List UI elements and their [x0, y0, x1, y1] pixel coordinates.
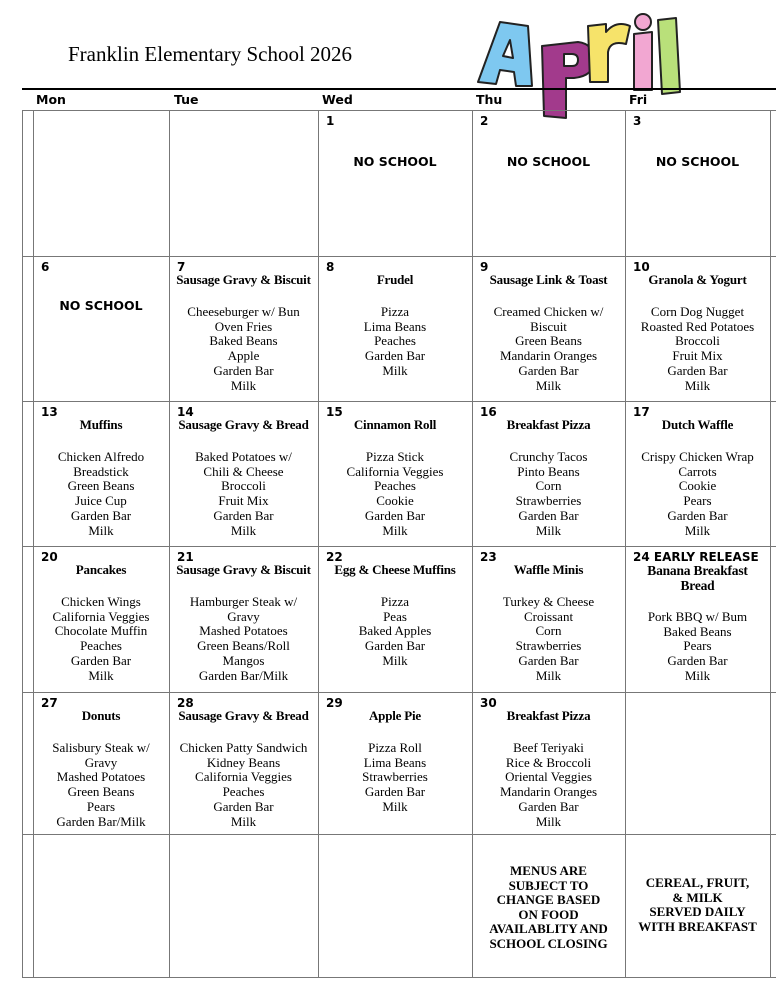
menu-item: Mashed Potatoes — [56, 769, 146, 785]
day-number: 10 — [633, 260, 650, 274]
grid-line — [770, 110, 771, 978]
menu-item: Mashed Potatoes — [199, 623, 288, 639]
calendar-day-cell — [472, 401, 625, 546]
menu-item: Milk — [684, 667, 711, 683]
calendar-day-cell — [33, 834, 169, 977]
menu-item: Corn — [535, 623, 562, 639]
day-header-thu: Thu — [476, 92, 503, 107]
menu-item: Pizza — [380, 594, 410, 609]
menu-item: Creamed Chicken w/ — [493, 304, 604, 319]
menu-item: Milk — [230, 522, 257, 538]
menu-item: Lima Beans — [363, 754, 427, 770]
day-number: 28 — [177, 696, 194, 710]
day-number: 16 — [480, 405, 497, 419]
day-header-wed: Wed — [322, 92, 353, 107]
menu-item: Garden Bar — [518, 798, 579, 814]
no-school-note: NO SCHOOL — [353, 154, 437, 169]
footnote-line: SUBJECT TO — [508, 877, 589, 893]
calendar-day-cell — [33, 546, 169, 692]
calendar-day-cell — [472, 546, 625, 692]
menu-item: Milk — [382, 798, 408, 814]
lunch-menu — [318, 741, 472, 815]
menu-item: Garden Bar — [364, 348, 426, 364]
menu-item: Baked Apples — [358, 623, 432, 639]
breakfast-item: Muffins — [79, 417, 123, 432]
menu-item: Strawberries — [362, 769, 428, 785]
calendar-day-cell — [33, 110, 169, 256]
calendar-day-cell — [625, 401, 770, 546]
day-number: 20 — [41, 550, 58, 564]
menu-item: Corn — [535, 478, 562, 494]
lunch-menu — [318, 595, 472, 669]
menu-item: Fruit Mix — [672, 348, 723, 364]
breakfast-item: Dutch Waffle — [661, 417, 734, 432]
calendar-day-cell — [318, 546, 472, 692]
menu-item: Peaches — [80, 638, 122, 654]
day-number: 24 EARLY RELEASE — [633, 550, 759, 564]
calendar-day-cell — [472, 256, 625, 401]
breakfast-item: Granola & Yogurt — [648, 272, 747, 287]
menu-item: Baked Potatoes w/ — [195, 449, 292, 464]
calendar-day-cell — [472, 110, 625, 256]
logo-letter-l — [658, 18, 680, 94]
menu-item: Garden Bar — [518, 507, 579, 523]
logo-letter-r — [588, 24, 630, 82]
menu-item: Green Beans/Roll — [197, 638, 290, 654]
day-number: 29 — [326, 696, 343, 710]
calendar-day-cell — [33, 256, 169, 401]
menu-item: Biscuit — [530, 318, 567, 334]
lunch-menu — [169, 595, 318, 683]
breakfast-item: Breakfast Pizza — [506, 417, 591, 432]
menu-item: Milk — [535, 522, 562, 538]
menu-item: Chicken Wings — [61, 594, 141, 609]
breakfast-item: Sausage Gravy & Bread — [178, 708, 309, 723]
grid-line — [22, 110, 23, 978]
lunch-menu — [33, 595, 169, 683]
calendar-day-cell — [169, 834, 318, 977]
menu-item: Garden Bar/Milk — [198, 667, 289, 683]
logo-letter-a — [478, 22, 532, 86]
calendar-title: Franklin Elementary School 2026 — [68, 42, 353, 66]
menu-item: Green Beans — [67, 478, 135, 494]
calendar-day-cell — [33, 692, 169, 834]
calendar-day-cell — [169, 546, 318, 692]
calendar-day-cell — [472, 692, 625, 834]
logo-letter-i — [634, 32, 652, 90]
day-number: 27 — [41, 696, 58, 710]
footnote-line: ON FOOD — [518, 906, 579, 922]
menu-item: Milk — [382, 652, 408, 668]
menu-item: Roasted Red Potatoes — [640, 318, 755, 334]
lunch-menu — [33, 450, 169, 538]
footnote-text — [472, 864, 625, 951]
menu-item: Baked Beans — [663, 623, 732, 639]
lunch-menu — [625, 305, 770, 393]
menu-item: Crispy Chicken Wrap — [641, 449, 754, 464]
menu-item: Chili & Cheese — [203, 463, 284, 479]
no-school-note: NO SCHOOL — [506, 154, 591, 169]
lunch-menu — [318, 305, 472, 379]
calendar-day-cell — [625, 692, 770, 834]
day-number: 21 — [177, 550, 194, 564]
menu-item: Garden Bar — [213, 507, 274, 523]
no-school-note: NO SCHOOL — [59, 298, 143, 313]
menu-item: Pizza Roll — [368, 740, 422, 755]
lunch-menu — [169, 305, 318, 393]
april-logo — [470, 12, 690, 120]
menu-item: Garden Bar — [667, 653, 728, 669]
menu-item: Garden Bar — [667, 362, 728, 378]
menu-item: Milk — [382, 362, 408, 378]
menu-item: Garden Bar — [70, 507, 132, 523]
footnote-line: SCHOOL CLOSING — [489, 935, 608, 951]
menu-item: Mangos — [222, 652, 265, 668]
menu-item: Garden Bar — [518, 362, 579, 378]
breakfast-item: Waffle Minis — [513, 562, 584, 577]
menu-item: Strawberries — [515, 493, 582, 509]
menu-item: Garden Bar — [213, 362, 274, 378]
menu-item: Milk — [535, 377, 562, 393]
menu-item: Milk — [382, 522, 408, 538]
menu-item: Oriental Veggies — [505, 769, 592, 785]
menu-item: Garden Bar — [667, 507, 728, 523]
breakfast-item: Pancakes — [75, 562, 127, 577]
lunch-menu — [625, 450, 770, 538]
menu-item: Milk — [535, 667, 562, 683]
lunch-menu — [318, 450, 472, 538]
breakfast-item: Banana Breakfast Bread — [647, 563, 748, 593]
menu-item: Gravy — [227, 608, 260, 624]
footnote-line: SERVED DAILY — [649, 904, 746, 919]
breakfast-item: Sausage Gravy & Biscuit — [176, 562, 311, 577]
menu-item: Milk — [88, 522, 114, 538]
day-number: 7 — [177, 260, 186, 274]
menu-item: Broccoli — [675, 333, 720, 349]
breakfast-item: Apple Pie — [368, 708, 421, 723]
menu-item: Pork BBQ w/ Bum — [647, 609, 748, 624]
menu-item: Lima Beans — [363, 318, 427, 334]
menu-item: Chocolate Muffin — [54, 623, 148, 639]
menu-item: Pizza Stick — [365, 449, 425, 464]
day-number: 9 — [480, 260, 489, 274]
day-header-mon: Mon — [36, 92, 66, 107]
menu-item: Corn Dog Nugget — [650, 304, 745, 319]
menu-item: Milk — [230, 813, 257, 829]
day-number: 30 — [480, 696, 497, 710]
day-number: 13 — [41, 405, 58, 419]
menu-item: Milk — [535, 813, 562, 829]
menu-item: Crunchy Tacos — [509, 449, 588, 464]
menu-item: Garden Bar — [364, 507, 426, 523]
menu-item: Garden Bar — [70, 652, 132, 668]
header-rule — [22, 88, 776, 90]
calendar-day-cell — [625, 834, 770, 977]
breakfast-item: Sausage Gravy & Bread — [178, 417, 309, 432]
menu-item: Salisbury Steak w/ — [52, 740, 150, 755]
menu-item: Milk — [230, 377, 257, 393]
menu-item: California Veggies — [195, 769, 292, 785]
menu-item: Cookie — [376, 493, 414, 509]
menu-item: Mandarin Oranges — [499, 348, 598, 364]
breakfast-item: Egg & Cheese Muffins — [334, 562, 456, 577]
lunch-menu — [472, 305, 625, 393]
menu-item: California Veggies — [52, 608, 150, 624]
footnote-line: CEREAL, FRUIT, — [645, 875, 750, 890]
calendar-day-cell — [318, 401, 472, 546]
menu-item: Apple — [227, 348, 260, 364]
menu-item: Strawberries — [515, 638, 582, 654]
day-number: 17 — [633, 405, 650, 419]
breakfast-item: Breakfast Pizza — [506, 708, 591, 723]
menu-item: Breadstick — [73, 463, 129, 479]
menu-item: Chicken Patty Sandwich — [179, 740, 308, 755]
logo-letter-p — [542, 42, 594, 118]
menu-item: Garden Bar — [213, 798, 274, 814]
menu-item: Cookie — [678, 478, 717, 494]
menu-item: Peas — [383, 608, 407, 624]
menu-item: Carrots — [678, 463, 717, 479]
no-school-note: NO SCHOOL — [655, 154, 740, 169]
lunch-menu — [625, 610, 770, 684]
calendar-day-cell — [33, 401, 169, 546]
menu-item: Gravy — [84, 754, 118, 770]
calendar-day-cell — [318, 692, 472, 834]
breakfast-item: Sausage Link & Toast — [489, 272, 608, 287]
lunch-menu — [472, 595, 625, 683]
menu-item: Pears — [683, 638, 712, 654]
day-number: 1 — [326, 114, 335, 128]
day-number: 3 — [633, 114, 642, 128]
menu-item: Green Beans — [67, 784, 135, 800]
day-number: 23 — [480, 550, 497, 564]
day-number: 15 — [326, 405, 343, 419]
menu-item: Turkey & Cheese — [502, 594, 595, 609]
grid-line — [22, 977, 776, 978]
day-number: 22 — [326, 550, 343, 564]
menu-item: Peaches — [374, 478, 416, 494]
menu-item: Oven Fries — [214, 318, 273, 334]
menu-item: Juice Cup — [75, 493, 127, 509]
menu-item: Beef Teriyaki — [513, 740, 584, 755]
day-number: 14 — [177, 405, 194, 419]
calendar-day-cell — [169, 401, 318, 546]
menu-item: Fruit Mix — [218, 493, 269, 509]
menu-item: Cheeseburger w/ Bun — [187, 304, 300, 319]
menu-item: Peaches — [222, 784, 265, 800]
menu-item: Pears — [86, 798, 116, 814]
menu-item: Baked Beans — [209, 333, 278, 349]
menu-item: Hamburger Steak w/ — [189, 594, 298, 609]
calendar-day-cell — [318, 110, 472, 256]
lunch-menu — [472, 450, 625, 538]
menu-item: California Veggies — [346, 463, 444, 479]
footnote-text — [625, 876, 770, 934]
day-header-tue: Tue — [174, 92, 199, 107]
day-number: 8 — [326, 260, 335, 274]
menu-item: Croissant — [523, 608, 574, 624]
menu-item: Milk — [88, 667, 114, 683]
menu-item: Chicken Alfredo — [57, 449, 145, 464]
menu-item: Green Beans — [515, 333, 582, 349]
footnote-line: & MILK — [672, 889, 723, 905]
calendar-day-cell — [169, 692, 318, 834]
day-number: 6 — [41, 260, 50, 274]
footnote-line: MENUS ARE — [510, 863, 587, 878]
breakfast-item: Donuts — [81, 708, 121, 723]
menu-item: Milk — [684, 377, 711, 393]
footnote-line: AVAILABLITY AND — [489, 921, 608, 936]
day-header-fri: Fri — [629, 92, 648, 107]
menu-item: Garden Bar — [518, 652, 579, 668]
calendar-day-cell — [318, 834, 472, 977]
lunch-menu — [472, 741, 625, 829]
footnote-line: CHANGE BASED — [496, 892, 601, 907]
day-number: 2 — [480, 114, 489, 128]
menu-item: Mandarin Oranges — [499, 784, 598, 800]
menu-item: Rice & Broccoli — [505, 754, 592, 770]
breakfast-item: Cinnamon Roll — [353, 417, 437, 432]
menu-item: Kidney Beans — [206, 754, 281, 770]
calendar-day-cell — [472, 834, 625, 977]
menu-item: Peaches — [374, 333, 416, 349]
calendar-day-cell — [625, 256, 770, 401]
menu-item: Milk — [684, 522, 711, 538]
calendar-day-cell — [318, 256, 472, 401]
menu-item: Pizza — [380, 304, 410, 319]
lunch-menu — [169, 741, 318, 829]
menu-item: Garden Bar — [364, 784, 426, 800]
menu-item: Pinto Beans — [517, 463, 580, 479]
menu-item: Garden Bar — [364, 638, 426, 654]
menu-item: Garden Bar/Milk — [56, 813, 146, 829]
calendar-day-cell — [625, 110, 770, 256]
calendar-day-cell — [625, 546, 770, 692]
calendar-day-cell — [169, 256, 318, 401]
menu-item: Pears — [683, 493, 712, 509]
footnote-line: WITH BREAKFAST — [638, 918, 757, 934]
breakfast-item: Frudel — [376, 272, 414, 287]
calendar-day-cell — [169, 110, 318, 256]
lunch-menu — [33, 741, 169, 829]
menu-item: Broccoli — [221, 478, 266, 494]
breakfast-item: Sausage Gravy & Biscuit — [176, 272, 311, 287]
lunch-menu — [169, 450, 318, 538]
